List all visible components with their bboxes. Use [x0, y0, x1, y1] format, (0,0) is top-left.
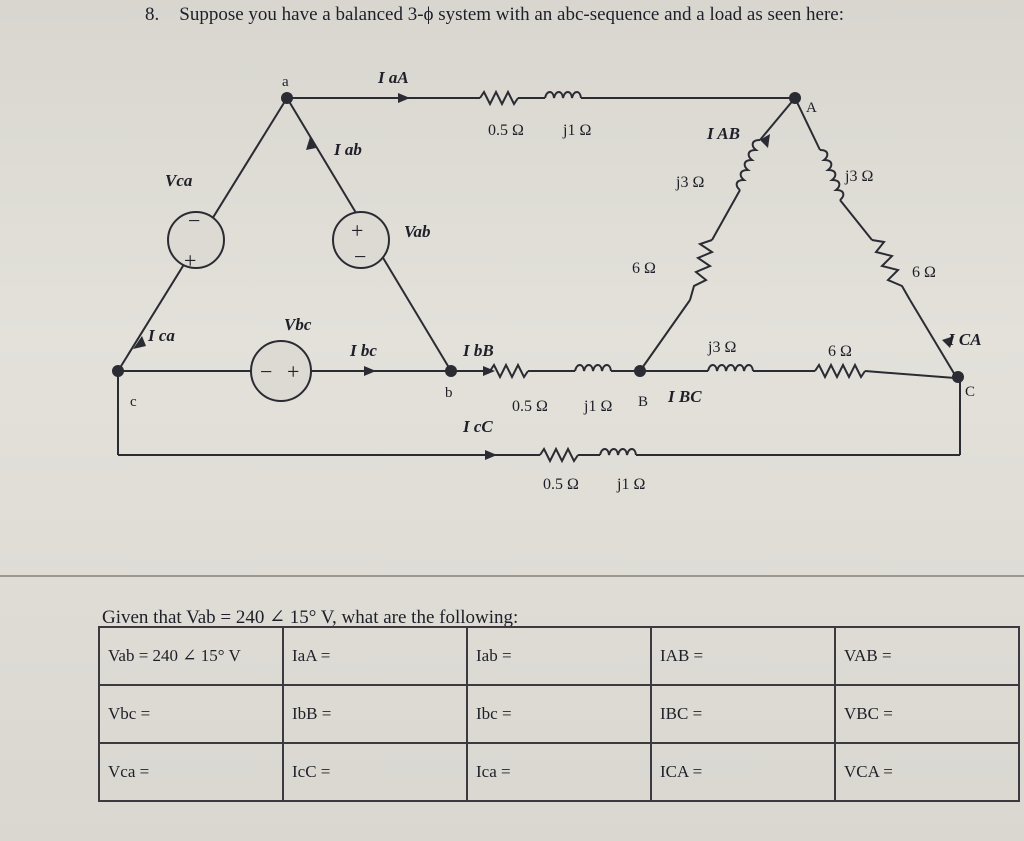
section-divider — [0, 575, 1024, 577]
cell-iAB[interactable]: IAB = — [651, 627, 835, 685]
cell-iab[interactable]: Iab = — [467, 627, 651, 685]
vbc-plus-sign: + — [287, 359, 300, 384]
label-iaA: I aA — [378, 68, 409, 87]
label-ibB: I bB — [463, 341, 494, 360]
label-iBC: I BC — [668, 387, 702, 406]
vbc-minus-sign: − — [260, 359, 273, 384]
label-node-b: b — [445, 385, 453, 401]
label-vab: Vab — [404, 222, 431, 241]
label-node-B: B — [638, 394, 649, 410]
node-C — [952, 371, 964, 383]
line-b-x-label: j1 Ω — [584, 398, 613, 415]
cell-ibc[interactable]: Ibc = — [467, 685, 651, 743]
table-row — [99, 743, 1019, 801]
vab-minus-sign: − — [354, 244, 367, 269]
cell-vBC[interactable]: VBC = — [835, 685, 1019, 743]
line-a-r-label: 0.5 Ω — [488, 122, 524, 139]
line-c-inductor — [600, 449, 636, 455]
line-a-inductor — [545, 92, 581, 98]
cell-iaA[interactable]: IaA = — [283, 627, 467, 685]
arrow-ibc — [364, 366, 376, 376]
load-bc-x-label: j3 Ω — [708, 339, 737, 356]
load-bc-inductor — [708, 365, 753, 371]
given-statement: Given that Vab = 240 ∠ 15° V, what are the following: — [102, 607, 519, 628]
label-icC: I cC — [463, 417, 493, 436]
table-row — [99, 627, 1019, 685]
load-ab-inductor — [737, 140, 760, 190]
node-c — [112, 365, 124, 377]
line-c-resistor — [540, 449, 578, 461]
label-ibc: I bc — [350, 341, 377, 360]
answer-table — [98, 626, 1020, 802]
label-iab: I ab — [334, 140, 362, 159]
node-B — [634, 365, 646, 377]
table-row — [99, 685, 1019, 743]
cell-ica[interactable]: Ica = — [467, 743, 651, 801]
load-bc-r-label: 6 Ω — [828, 343, 852, 360]
load-ab-r-label: 6 Ω — [632, 260, 656, 277]
cell-vAB[interactable]: VAB = — [835, 627, 1019, 685]
cell-icC[interactable]: IcC = — [283, 743, 467, 801]
label-iAB: I AB — [707, 124, 740, 143]
load-ca-x-label: j3 Ω — [845, 168, 874, 185]
cell-vbc[interactable]: Vbc = — [99, 685, 283, 743]
line-b-inductor — [575, 365, 611, 371]
line-c-r-label: 0.5 Ω — [543, 476, 579, 493]
arrow-icC — [485, 450, 497, 460]
label-node-c: c — [130, 394, 137, 410]
load-ab-x-label: j3 Ω — [676, 174, 705, 191]
label-vbc: Vbc — [284, 315, 312, 334]
label-node-a: a — [282, 74, 289, 90]
load-bc-resistor — [815, 365, 865, 377]
cell-iCA[interactable]: ICA = — [651, 743, 835, 801]
load-ca-r-label: 6 Ω — [912, 264, 936, 281]
label-iCA: I CA — [948, 330, 982, 349]
load-ca-resistor — [872, 240, 910, 300]
node-a — [281, 92, 293, 104]
label-node-A: A — [806, 100, 817, 116]
question-number: 8. — [145, 4, 160, 25]
node-A — [789, 92, 801, 104]
arrow-iaA — [398, 93, 410, 103]
question-body: Suppose you have a balanced 3-ϕ system with an abc-sequence and a load as seen here: — [179, 4, 844, 25]
label-ica: I ca — [148, 326, 175, 345]
cell-vca[interactable]: Vca = — [99, 743, 283, 801]
line-a-resistor — [480, 92, 518, 104]
cell-iBC[interactable]: IBC = — [651, 685, 835, 743]
line-c-x-label: j1 Ω — [617, 476, 646, 493]
cell-ibB[interactable]: IbB = — [283, 685, 467, 743]
label-node-C: C — [965, 384, 976, 400]
line-a-x-label: j1 Ω — [563, 122, 592, 139]
vca-minus-sign: − — [188, 208, 201, 233]
vab-plus-sign: + — [351, 218, 364, 243]
cell-vCA[interactable]: VCA = — [835, 743, 1019, 801]
vca-plus-sign: + — [184, 248, 197, 273]
label-vca: Vca — [165, 171, 193, 190]
load-ca-inductor — [820, 150, 843, 200]
line-b-resistor — [490, 365, 528, 377]
line-b-r-label: 0.5 Ω — [512, 398, 548, 415]
cell-vab[interactable]: Vab = 240 ∠ 15° V — [99, 627, 283, 685]
arrow-iAB — [760, 134, 770, 148]
load-ab-resistor — [690, 240, 712, 300]
node-b — [445, 365, 457, 377]
